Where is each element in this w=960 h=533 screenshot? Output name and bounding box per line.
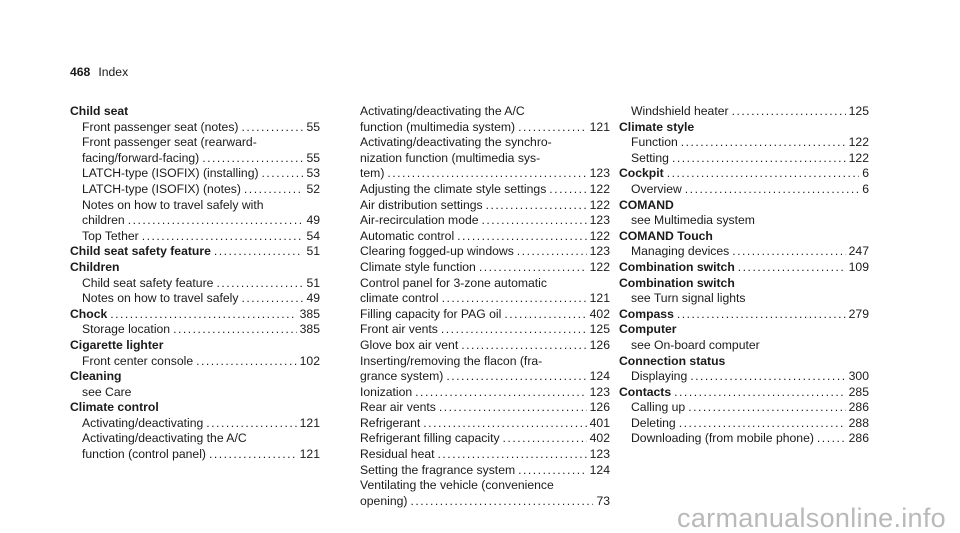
index-entry-heading (619, 229, 869, 245)
leader-dots (461, 338, 586, 354)
page-reference: 122 (848, 135, 869, 150)
page-reference: 51 (306, 275, 320, 290)
entry-text: Inserting/removing the flacon (fra- (360, 353, 543, 368)
leader-dots (196, 354, 297, 370)
index-entry (360, 338, 610, 354)
index-entry (619, 400, 869, 416)
page-reference: 401 (589, 415, 610, 430)
watermark-text: carmanualsonline.info (677, 503, 946, 533)
page-reference: 122 (589, 228, 610, 243)
index-entry (360, 104, 610, 120)
index-entry (360, 135, 610, 151)
index-entry-heading (619, 260, 869, 276)
leader-dots (110, 307, 296, 323)
page-reference: 279 (848, 306, 869, 321)
index-entry-heading (70, 338, 320, 354)
page-reference: 49 (306, 291, 320, 306)
leader-dots (677, 307, 846, 323)
leader-dots (732, 104, 846, 120)
index-entry (619, 104, 869, 120)
page-reference: 122 (848, 150, 869, 165)
index-entry (360, 291, 610, 307)
index-entry (70, 198, 320, 214)
entry-text: Chock (70, 306, 108, 321)
entry-text: Displaying (631, 369, 688, 384)
page-reference: 286 (848, 400, 869, 415)
entry-text: function (multimedia system) (360, 119, 516, 134)
entry-text: Overview (631, 181, 682, 196)
index-entry (360, 478, 610, 494)
page-reference: 109 (848, 259, 869, 274)
entry-text: Air distribution settings (360, 197, 483, 212)
index-column-3 (619, 104, 869, 447)
entry-text: Adjusting the climate style settings (360, 181, 547, 196)
page-reference: 122 (589, 259, 610, 274)
index-entry (70, 135, 320, 151)
page-reference: 286 (848, 431, 869, 446)
leader-dots (410, 494, 593, 510)
index-entry (70, 322, 320, 338)
index-entry (360, 260, 610, 276)
index-entry (360, 120, 610, 136)
index-entry (619, 244, 869, 260)
leader-dots (423, 416, 586, 432)
entry-text: nization function (multimedia sys- (360, 150, 541, 165)
entry-text: Cockpit (619, 166, 664, 181)
page-reference: 55 (306, 150, 320, 165)
index-entry (360, 447, 610, 463)
leader-dots (685, 182, 859, 198)
entry-text: Front passenger seat (notes) (82, 119, 239, 134)
index-entry (360, 166, 610, 182)
page-reference: 123 (589, 244, 610, 259)
page-reference: 385 (299, 306, 320, 321)
index-entry-heading (619, 120, 869, 136)
page-number: 468 (70, 65, 91, 79)
page-reference: 122 (589, 181, 610, 196)
entry-text: Rear air vents (360, 400, 436, 415)
index-entry (360, 416, 610, 432)
entry-text: Combination switch (619, 275, 735, 290)
page-reference: 6 (862, 181, 869, 196)
leader-dots (441, 322, 587, 338)
entry-text: grance system) (360, 369, 444, 384)
entry-text: Front center console (82, 353, 194, 368)
index-entry (360, 213, 610, 229)
page-reference: 6 (862, 166, 869, 181)
entry-text: LATCH-type (ISOFIX) (installing) (82, 166, 259, 181)
leader-dots (679, 416, 846, 432)
page-reference: 125 (848, 104, 869, 118)
entry-text: Notes on how to travel safely with (82, 197, 264, 212)
index-entry (70, 213, 320, 229)
entry-text: COMAND (619, 197, 674, 212)
leader-dots (817, 431, 846, 447)
page-reference: 124 (589, 369, 610, 384)
entry-text: Ventilating the vehicle (convenience (360, 478, 554, 493)
index-entry (360, 229, 610, 245)
entry-text: Combination switch (619, 259, 735, 274)
leader-dots (128, 213, 304, 229)
entry-text: Front air vents (360, 322, 438, 337)
page-reference: 123 (589, 166, 610, 181)
entry-text: COMAND Touch (619, 228, 713, 243)
index-entry (70, 416, 320, 432)
entry-text: Ionization (360, 384, 413, 399)
index-entry-heading (70, 104, 320, 120)
leader-dots (415, 385, 586, 401)
page-reference: 121 (299, 415, 320, 430)
leader-dots (503, 431, 587, 447)
index-entry (70, 120, 320, 136)
entry-text: tem) (360, 166, 385, 181)
entry-text: Refrigerant filling capacity (360, 431, 500, 446)
entry-text: Control panel for 3-zone automatic (360, 275, 547, 290)
entry-text: Residual heat (360, 447, 435, 462)
index-entry-heading (70, 307, 320, 323)
entry-text: see Care (82, 384, 132, 399)
entry-text: Computer (619, 322, 677, 337)
leader-dots (387, 166, 586, 182)
page-reference: 126 (589, 337, 610, 352)
leader-dots (479, 260, 587, 276)
page-reference: 385 (299, 322, 320, 337)
page-reference: 49 (306, 213, 320, 228)
entry-text: Compass (619, 306, 674, 321)
leader-dots (482, 213, 587, 229)
entry-text: facing/forward-facing) (82, 150, 200, 165)
entry-text: Activating/deactivating the A/C (82, 431, 247, 446)
entry-text: Climate style (619, 119, 695, 134)
index-entry (70, 385, 320, 401)
page-reference: 55 (306, 119, 320, 134)
entry-text: Activating/deactivating the synchro- (360, 135, 552, 150)
entry-text: Child seat safety feature (82, 275, 214, 290)
index-entry-heading (70, 369, 320, 385)
leader-dots (672, 151, 846, 167)
page-reference: 121 (589, 119, 610, 134)
index-entry-heading (619, 276, 869, 292)
index-entry (619, 291, 869, 307)
page-reference: 247 (848, 244, 869, 259)
page-reference: 300 (848, 369, 869, 384)
index-entry (70, 182, 320, 198)
index-entry-heading (70, 244, 320, 260)
entry-text: see On-board computer (631, 337, 760, 352)
page-reference: 125 (589, 322, 610, 337)
entry-text: Deleting (631, 415, 676, 430)
leader-dots (244, 182, 304, 198)
index-entry (360, 463, 610, 479)
section-title: Index (98, 65, 129, 79)
entry-text: Activating/deactivating the A/C (360, 104, 525, 118)
page-reference: 54 (306, 228, 320, 243)
index-entry (619, 338, 869, 354)
entry-text: Top Tether (82, 228, 139, 243)
page-reference: 121 (299, 447, 320, 462)
entry-text: Cigarette lighter (70, 337, 164, 352)
entry-text: Windshield heater (631, 104, 729, 118)
entry-text: see Multimedia system (631, 213, 755, 228)
entry-text: Activating/deactivating (82, 415, 204, 430)
index-entry (619, 151, 869, 167)
page-reference: 126 (589, 400, 610, 415)
index-entry (360, 354, 610, 370)
entry-text: Setting the fragrance system (360, 462, 516, 477)
index-entry-heading (619, 307, 869, 323)
entry-text: Function (631, 135, 678, 150)
index-entry-heading (70, 260, 320, 276)
leader-dots (518, 463, 587, 479)
leader-dots (206, 416, 296, 432)
page-reference: 52 (306, 181, 320, 196)
index-entry-heading (619, 354, 869, 370)
leader-dots (518, 120, 587, 136)
page-reference: 73 (596, 493, 610, 508)
index-column-1 (70, 104, 320, 463)
entry-text: Refrigerant (360, 415, 421, 430)
index-entry-heading (619, 385, 869, 401)
page-reference: 402 (589, 431, 610, 446)
page-reference: 122 (589, 197, 610, 212)
page-reference: 288 (848, 415, 869, 430)
index-entry (360, 400, 610, 416)
index-entry-heading (619, 322, 869, 338)
entry-text: Child seat (70, 104, 129, 118)
entry-text: Calling up (631, 400, 686, 415)
entry-text: Downloading (from mobile phone) (631, 431, 814, 446)
leader-dots (486, 198, 587, 214)
index-entry (70, 354, 320, 370)
index-entry (70, 166, 320, 182)
leader-dots (216, 276, 303, 292)
leader-dots (202, 151, 303, 167)
leader-dots (173, 322, 297, 338)
entry-text: Air-recirculation mode (360, 213, 479, 228)
entry-text: climate control (360, 291, 439, 306)
index-entry (619, 213, 869, 229)
entry-text: Cleaning (70, 369, 122, 384)
entry-text: Setting (631, 150, 669, 165)
leader-dots (142, 229, 304, 245)
entry-text: LATCH-type (ISOFIX) (notes) (82, 181, 241, 196)
index-entry-heading (619, 166, 869, 182)
index-entry (70, 431, 320, 447)
entry-text: opening) (360, 493, 408, 508)
index-entry (619, 431, 869, 447)
leader-dots (242, 120, 304, 136)
leader-dots (549, 182, 586, 198)
leader-dots (667, 166, 860, 182)
page-header (70, 65, 128, 81)
leader-dots (688, 400, 845, 416)
index-entry-heading (70, 400, 320, 416)
page-reference: 123 (589, 384, 610, 399)
index-entry-heading (619, 198, 869, 214)
entry-text: Children (70, 259, 120, 274)
leader-dots (517, 244, 587, 260)
page-reference: 53 (306, 166, 320, 181)
entry-text: Child seat safety feature (70, 244, 211, 259)
entry-text: Storage location (82, 322, 171, 337)
page-reference: 123 (589, 447, 610, 462)
index-entry (70, 276, 320, 292)
entry-text: Notes on how to travel safely (82, 291, 239, 306)
index-entry (360, 244, 610, 260)
index-entry (619, 182, 869, 198)
entry-text: Climate style function (360, 259, 476, 274)
leader-dots (732, 244, 845, 260)
leader-dots (242, 291, 304, 307)
page-reference: 102 (299, 353, 320, 368)
index-entry (619, 369, 869, 385)
index-entry (360, 182, 610, 198)
index-entry (360, 276, 610, 292)
leader-dots (209, 447, 297, 463)
index-entry (70, 447, 320, 463)
page-reference: 285 (848, 384, 869, 399)
page-reference: 121 (589, 291, 610, 306)
index-entry (360, 494, 610, 510)
entry-text: Managing devices (631, 244, 730, 259)
index-entry (619, 416, 869, 432)
index-entry (360, 369, 610, 385)
index-entry (70, 151, 320, 167)
index-entry (360, 322, 610, 338)
index-entry (360, 307, 610, 323)
entry-text: Front passenger seat (rearward- (82, 135, 257, 150)
leader-dots (262, 166, 304, 182)
entry-text: function (control panel) (82, 447, 206, 462)
leader-dots (457, 229, 587, 245)
leader-dots (446, 369, 586, 385)
index-entry (360, 431, 610, 447)
index-entry (70, 291, 320, 307)
leader-dots (690, 369, 845, 385)
index-entry (360, 198, 610, 214)
leader-dots (738, 260, 846, 276)
page-reference: 123 (589, 213, 610, 228)
entry-text: Contacts (619, 384, 672, 399)
index-column-2 (360, 104, 610, 509)
leader-dots (681, 135, 846, 151)
page-reference: 51 (306, 244, 320, 259)
entry-text: Filling capacity for PAG oil (360, 306, 502, 321)
index-entry (360, 151, 610, 167)
page-reference: 124 (589, 462, 610, 477)
leader-dots (214, 244, 304, 260)
leader-dots (438, 447, 587, 463)
leader-dots (442, 291, 587, 307)
leader-dots (504, 307, 586, 323)
entry-text: Glove box air vent (360, 337, 459, 352)
index-entry (619, 135, 869, 151)
entry-text: Clearing fogged-up windows (360, 244, 514, 259)
leader-dots (439, 400, 587, 416)
page-reference: 402 (589, 306, 610, 321)
entry-text: Connection status (619, 353, 726, 368)
index-entry (360, 385, 610, 401)
entry-text: Automatic control (360, 228, 455, 243)
index-entry (70, 229, 320, 245)
leader-dots (674, 385, 846, 401)
entry-text: children (82, 213, 125, 228)
entry-text: Climate control (70, 400, 159, 415)
entry-text: see Turn signal lights (631, 291, 746, 306)
